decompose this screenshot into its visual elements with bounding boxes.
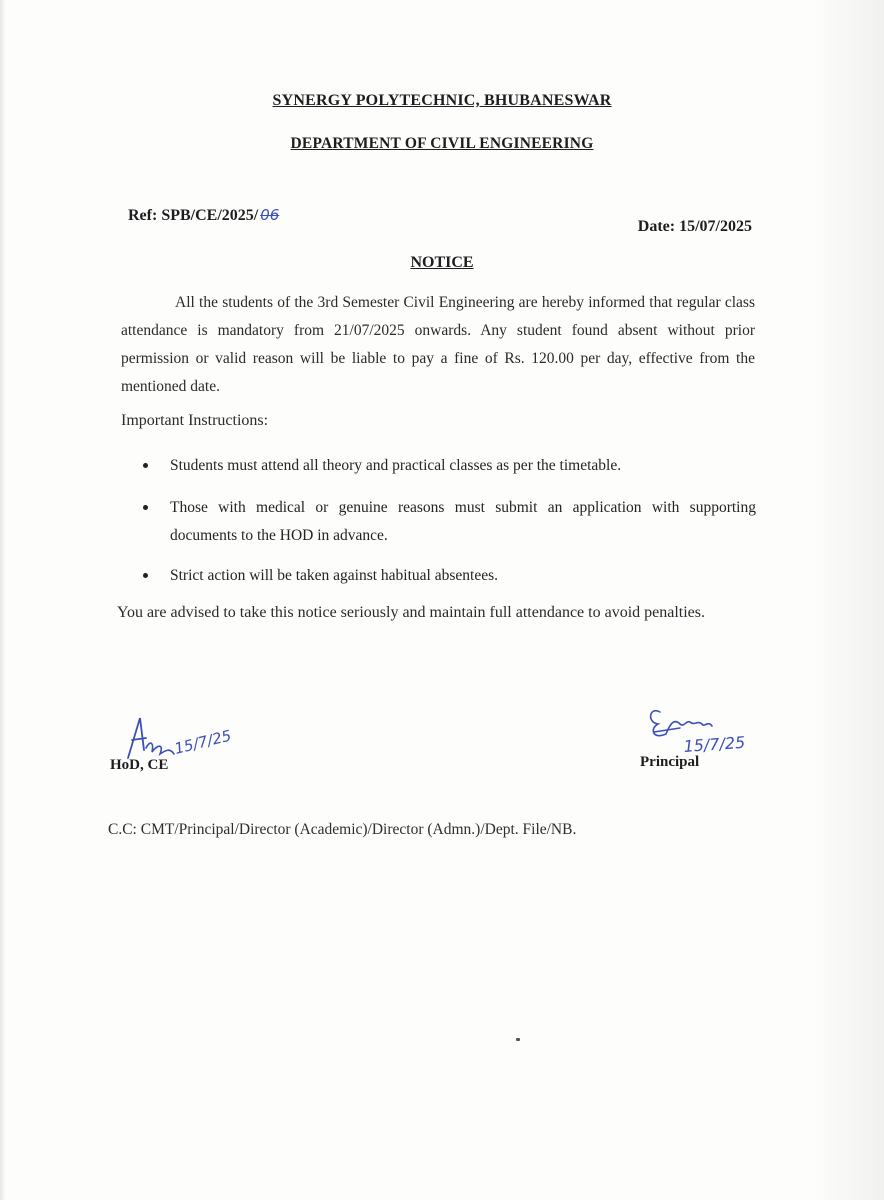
reference-handwritten-number: 06	[260, 206, 280, 224]
instructions-list	[140, 452, 756, 590]
notice-heading: NOTICE	[410, 254, 474, 271]
list-item	[140, 562, 756, 590]
list-item	[140, 494, 756, 550]
bullet-icon	[143, 505, 148, 510]
bullet-icon	[143, 573, 148, 578]
instructions-label: Important Instructions:	[121, 412, 269, 429]
institution-title: SYNERGY POLYTECHNIC, BHUBANESWAR	[272, 92, 612, 109]
hod-handwritten-date: 15/7/25	[172, 726, 234, 758]
paper-speck	[516, 1038, 520, 1041]
principal-handwritten-date: 15/7/25	[682, 732, 746, 756]
department-title: DEPARTMENT OF CIVIL ENGINEERING	[290, 135, 594, 152]
closing-statement: You are advised to take this notice seriously and maintain full attendance to avoid penalties.	[117, 604, 705, 621]
reference-line	[128, 206, 279, 225]
reference-label: Ref: SPB/CE/2025/	[128, 207, 259, 224]
instruction-text: Students must attend all theory and practical classes as per the timetable.	[170, 457, 622, 474]
instruction-text: Those with medical or genuine reasons must submit an application with supporting documents to the HOD in advance.	[170, 499, 756, 544]
list-item	[140, 452, 756, 480]
notice-body: All the students of the 3rd Semester Civil Engineering are hereby informed that regular class attendance is mandatory from 21/07/2025 onwards. Any student found absent without prior permission or valid reason will be liable to pay a fine of Rs. 120.00 per day, effective from the mentioned date.	[121, 294, 755, 395]
principal-title: Principal	[640, 754, 700, 770]
paper-edge	[814, 0, 884, 1200]
paper-shadow	[0, 0, 6, 1200]
bullet-icon	[143, 463, 148, 468]
instruction-text: Strict action will be taken against habitual absentees.	[170, 567, 498, 584]
cc-line: C.C: CMT/Principal/Director (Academic)/Director (Admn.)/Dept. File/NB.	[108, 821, 577, 838]
notice-date: Date: 15/07/2025	[637, 218, 752, 235]
hod-title: HoD, CE	[110, 757, 169, 773]
